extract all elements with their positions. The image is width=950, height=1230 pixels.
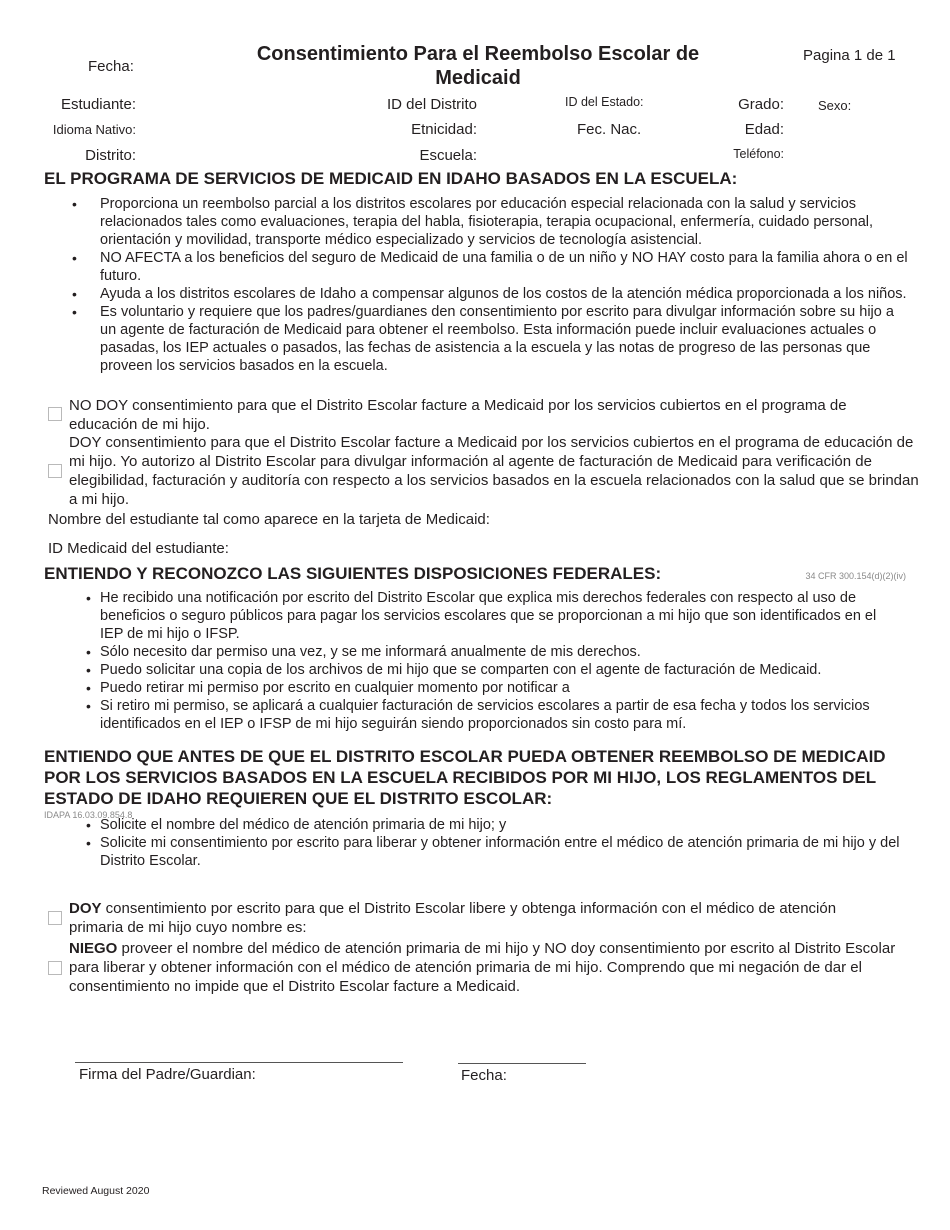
physician-consent-checkbox[interactable] bbox=[48, 911, 62, 925]
consent-checkbox[interactable] bbox=[48, 464, 62, 478]
signature-date-label: Fecha: bbox=[461, 1067, 507, 1084]
list-item: • Es voluntario y requiere que los padres/guardianes den consentimiento por escrito para divulgar información sobre su hijo a un agente de facturación de Medicaid para obtener el reembolso. Esta información puede incluir evaluaciones actuales o pasadas, los IEP actuales o pasados, las fechas de asistencia a la escuela y las notas de progreso de las personas que proveen los servicios basados en la escuela. bbox=[72, 304, 894, 374]
native-language-label: Idioma Nativo: bbox=[52, 122, 136, 137]
phone-label: Teléfono: bbox=[733, 147, 784, 161]
ethnicity-label: Etnicidad: bbox=[411, 121, 477, 138]
list-item: • Ayuda a los distritos escolares de Idaho a compensar algunos de los costos de la atención médica proporcionada a los niños. bbox=[72, 286, 907, 302]
grade-label: Grado: bbox=[738, 96, 784, 113]
medicaid-id-label: ID Medicaid del estudiante: bbox=[48, 540, 229, 557]
federal-bullets bbox=[86, 589, 900, 733]
medicaid-name-label: Nombre del estudiante tal como aparece en la tarjeta de Medicaid: bbox=[48, 511, 490, 528]
sex-label: Sexo: bbox=[818, 98, 852, 113]
district-id-label: ID del Distrito bbox=[386, 96, 477, 113]
age-label: Edad: bbox=[744, 121, 784, 138]
student-label: Estudiante: bbox=[60, 96, 136, 113]
list-item: • Sólo necesito dar permiso una vez, y se me informará anualmente de mis derechos. bbox=[86, 644, 641, 660]
list-item: • Solicite el nombre del médico de atención primaria de mi hijo; y bbox=[86, 817, 507, 833]
state-citation: IDAPA 16.03.09.854.8 bbox=[44, 810, 133, 820]
reviewed-date: Reviewed August 2020 bbox=[42, 1185, 150, 1197]
list-item: • Puedo solicitar una copia de los archivos de mi hijo que se comparten con el agente de facturación de Medicaid. bbox=[86, 662, 822, 678]
birthdate-label: Fec. Nac. bbox=[577, 121, 642, 138]
district-label: Distrito: bbox=[85, 147, 136, 164]
list-item: • He recibido una notificación por escrito del Distrito Escolar que explica mis derechos federales con respecto al uso de beneficios o seguro públicos para pagar los servicios escolares que se proporcionan a mi hijo que son identificados en el IEP de mi hijo o IFSP. bbox=[86, 590, 877, 642]
list-item: • Solicite mi consentimiento por escrito para liberar y obtener información entre el médico de atención primaria de mi hijo y del Distrito Escolar. bbox=[86, 835, 900, 869]
no-consent-text: NO DOY consentimiento para que el Distrito Escolar facture a Medicaid por los servicios cubiertos en el programa de educación de mi hijo. bbox=[69, 397, 847, 433]
program-bullets bbox=[72, 195, 912, 375]
signature-line[interactable] bbox=[75, 1062, 403, 1063]
signature-date-line[interactable] bbox=[458, 1063, 586, 1064]
list-item: • Si retiro mi permiso, se aplicará a cualquier facturación de servicios escolares a partir de esa fecha y todos los servicios identificados en el IEP o IFSP de mi hijo seguirán siendo proporcionados sin costo para mí. bbox=[86, 698, 870, 732]
federal-citation: 34 CFR 300.154(d)(2)(iv) bbox=[805, 571, 906, 581]
program-heading: EL PROGRAMA DE SERVICIOS DE MEDICAID EN IDAHO BASADOS EN LA ESCUELA: bbox=[44, 169, 738, 188]
page-title: Consentimiento Para el Reembolso Escolar de Medicaid bbox=[256, 43, 700, 89]
physician-deny-checkbox[interactable] bbox=[48, 961, 62, 975]
school-label: Escuela: bbox=[419, 147, 477, 164]
list-item: • NO AFECTA a los beneficios del seguro de Medicaid de una familia o de un niño y NO HAY costo para la familia ahora o en el futuro. bbox=[72, 250, 908, 284]
list-item: • Proporciona un reembolso parcial a los distritos escolares por educación especial relacionada con la salud y servicios relacionados tales como evaluaciones, terapia del habla, fisioterapia, terapia ocupacional, enfermería, cuidado personal, orientación y movilidad, transporte médico especializado y servicios de tecnología asistencial. bbox=[72, 196, 874, 248]
date-label: Fecha: bbox=[88, 58, 134, 75]
state-id-label: ID del Estado: bbox=[565, 95, 644, 109]
consent-text: DOY consentimiento para que el Distrito Escolar facture a Medicaid por los servicios cubiertos en el programa de educación de mi hijo. Yo autorizo al Distrito Escolar para divulgar información al agente de facturación de Medicaid para verificación de elegibilidad, facturación y auditoría con respecto a los servicios basados en la escuela relacionados con la salud que se brindan a mi hijo. bbox=[69, 434, 919, 508]
no-consent-checkbox[interactable] bbox=[48, 407, 62, 421]
physician-consent-text: DOY consentimiento por escrito para que el Distrito Escolar libere y obtenga información con el médico de atención primaria de mi hijo cuyo nombre es: bbox=[69, 900, 837, 936]
list-item: • Puedo retirar mi permiso por escrito en cualquier momento por notificar a bbox=[86, 680, 570, 696]
federal-heading: ENTIENDO Y RECONOZCO LAS SIGUIENTES DISPOSICIONES FEDERALES: bbox=[44, 564, 662, 583]
physician-deny-text: NIEGO proveer el nombre del médico de atención primaria de mi hijo y NO doy consentimiento por escrito al Distrito Escolar para liberar y obtener información con el médico de atención primaria de mi hijo. Comprendo que mi negación de dar el consentimiento no impide que el Distrito Escolar facture a Medicaid. bbox=[69, 940, 896, 995]
state-heading: ENTIENDO QUE ANTES DE QUE EL DISTRITO ESCOLAR PUEDA OBTENER REEMBOLSO DE MEDICAID POR LOS SERVICIOS BASADOS EN LA ESCUELA RECIBIDOS POR MI HIJO, LOS REGLAMENTOS DEL ESTADO DE IDAHO REQUIEREN QUE EL DISTRITO ESCOLAR: bbox=[44, 747, 886, 808]
parent-signature-label: Firma del Padre/Guardian: bbox=[79, 1066, 256, 1083]
page-indicator: Pagina 1 de 1 bbox=[803, 47, 896, 64]
state-bullets bbox=[86, 816, 900, 870]
